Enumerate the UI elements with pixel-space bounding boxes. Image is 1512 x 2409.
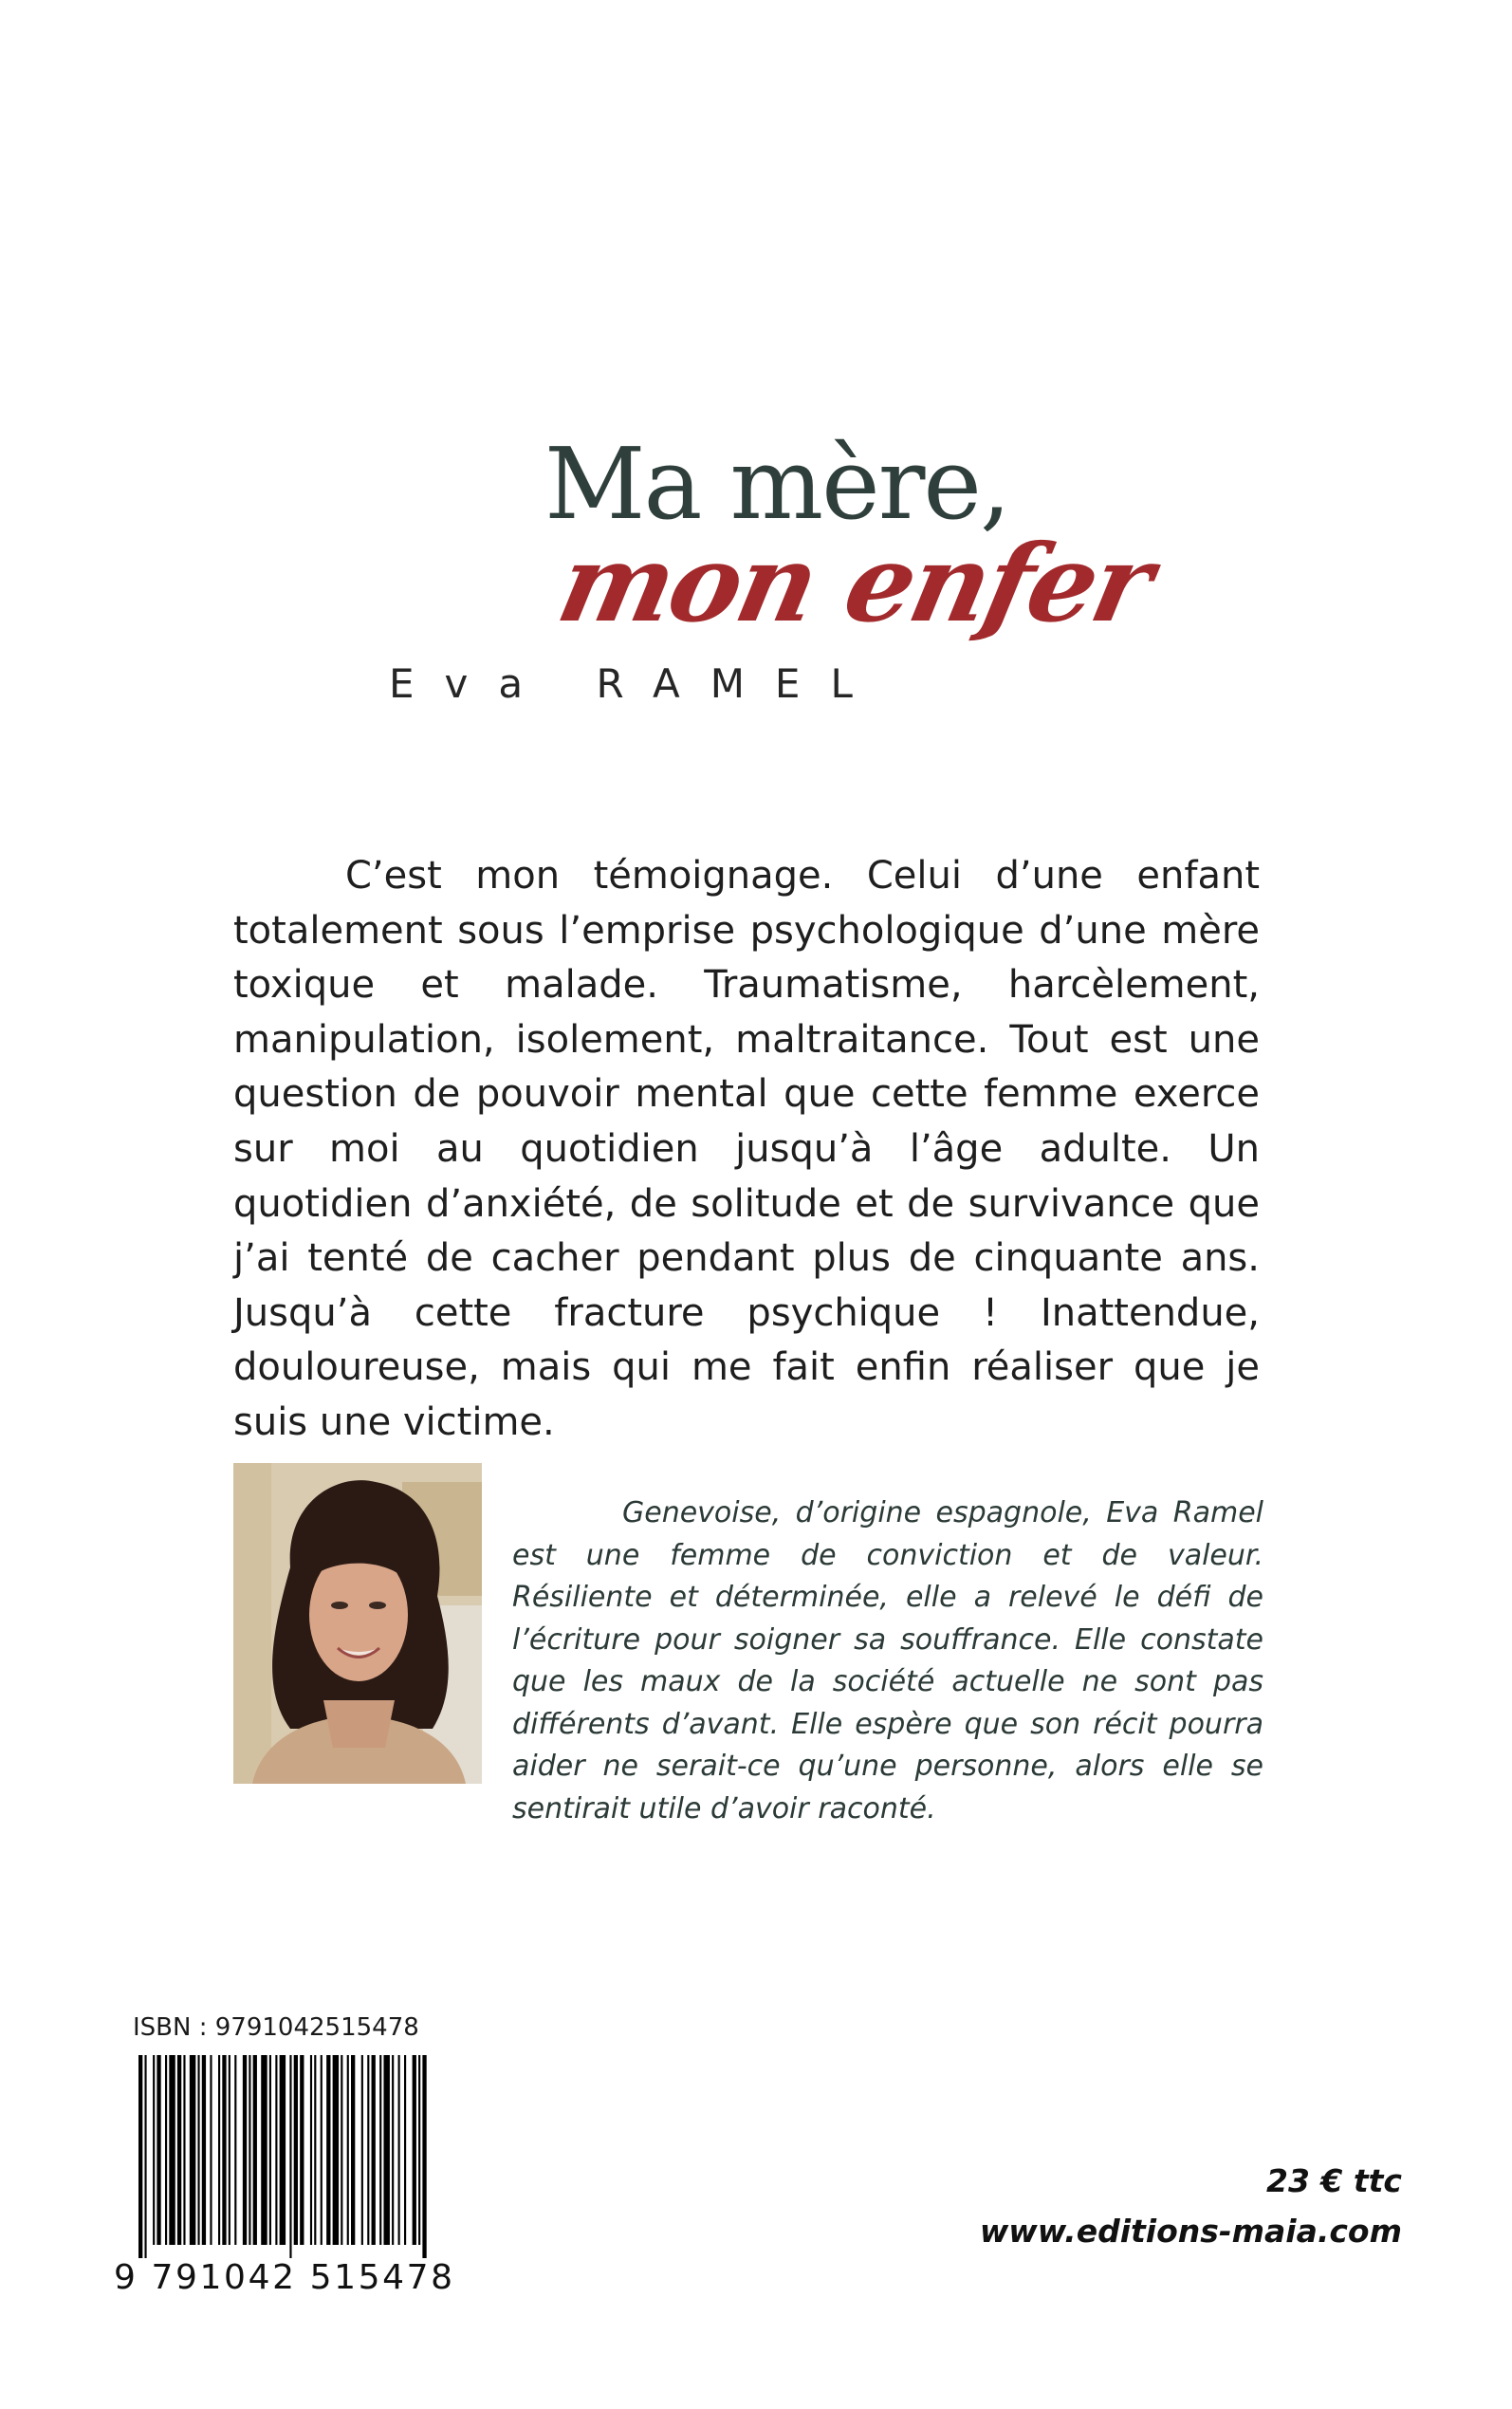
barcode-bar [422, 2055, 426, 2258]
barcode-bar [210, 2055, 212, 2245]
barcode-bar [261, 2055, 267, 2245]
barcode-bar [243, 2055, 247, 2245]
barcode-bar [321, 2055, 323, 2245]
barcode-bar [383, 2055, 389, 2245]
barcode-bar [177, 2055, 181, 2245]
barcode-bar [294, 2055, 298, 2245]
barcode-bar [183, 2055, 185, 2245]
book-title-line2: mon enfer [548, 522, 1161, 646]
barcode-bar [190, 2055, 195, 2245]
price: 23 € ttc [1266, 2162, 1402, 2199]
barcode-bar [310, 2055, 312, 2245]
barcode-bar [351, 2055, 355, 2245]
isbn-barcode [138, 2055, 431, 2258]
barcode-bar [347, 2055, 349, 2245]
barcode-bar [222, 2055, 226, 2245]
barcode-bar [418, 2055, 420, 2245]
author-name: Eva RAMEL [389, 660, 883, 707]
book-title-line1: Ma mère, [544, 426, 1010, 542]
barcode-bar [333, 2055, 339, 2245]
barcode-bar [398, 2055, 400, 2245]
barcode-bar [361, 2055, 363, 2245]
barcode-bar [202, 2055, 206, 2245]
barcode-bar [392, 2055, 394, 2245]
barcode-digits: 9 791042 515478 [114, 2258, 455, 2297]
barcode-bar [218, 2055, 220, 2245]
barcode-bar [138, 2055, 142, 2258]
barcode-bar [229, 2055, 230, 2245]
barcode-bar [234, 2055, 236, 2245]
author-biography: Genevoise, d’origine espagnole, Eva Ramel est une femme de conviction et de valeur. Résiliente et déterminée, elle a relevé le défi de l’écriture pour soigner sa souffrance. Elle constate que les maux de la société actuelle ne sont pas différents d’avant. Elle espère que son récit pourra aider ne serait-ce qu’une personne, alors elle se sentirait utile d’avoir raconté. [512, 1496, 1263, 1825]
book-blurb: C’est mon témoignage. Celui d’une enfant totalement sous l’emprise psychologique d’une mère toxique et malade. Traumatisme, harcèlement, manipulation, isolement, maltraitance. Tout est une question de pouvoir mental que cette femme exerce sur moi au quotidien jusqu’à l’âge adulte. Un quotidien d’anxiété, de solitude et de survivance que j’ai tenté de cacher pendant plus de cinquante ans. Jusqu’à cette fracture psychique ! Inattendue, douloureuse, mais qui me fait enfin réaliser que je suis une victime. [233, 854, 1260, 1444]
barcode-bar [314, 2055, 316, 2245]
barcode-bar [157, 2055, 160, 2245]
barcode-bar [280, 2055, 286, 2245]
barcode-bar [165, 2055, 167, 2245]
barcode-bar [404, 2055, 406, 2245]
barcode-bar [169, 2055, 175, 2245]
barcode-bar [144, 2055, 146, 2258]
barcode-bar [413, 2055, 416, 2245]
barcode-bar [326, 2055, 330, 2245]
barcode-bar [341, 2055, 342, 2245]
publisher-website: www.editions-maia.com [979, 2213, 1402, 2250]
barcode-bar [367, 2055, 369, 2245]
barcode-bar [379, 2055, 381, 2245]
barcode-bar [300, 2055, 304, 2245]
barcode-bar [253, 2055, 257, 2245]
barcode-bar [269, 2055, 271, 2245]
barcode-bar [197, 2055, 199, 2245]
author-portrait-photo [233, 1463, 482, 1784]
barcode-bar [275, 2055, 277, 2245]
barcode-bar [249, 2055, 250, 2245]
isbn-label: ISBN : 9791042515478 [133, 2013, 419, 2042]
barcode-bar [153, 2055, 155, 2245]
barcode-bar [372, 2055, 376, 2245]
barcode-bar [289, 2055, 291, 2258]
